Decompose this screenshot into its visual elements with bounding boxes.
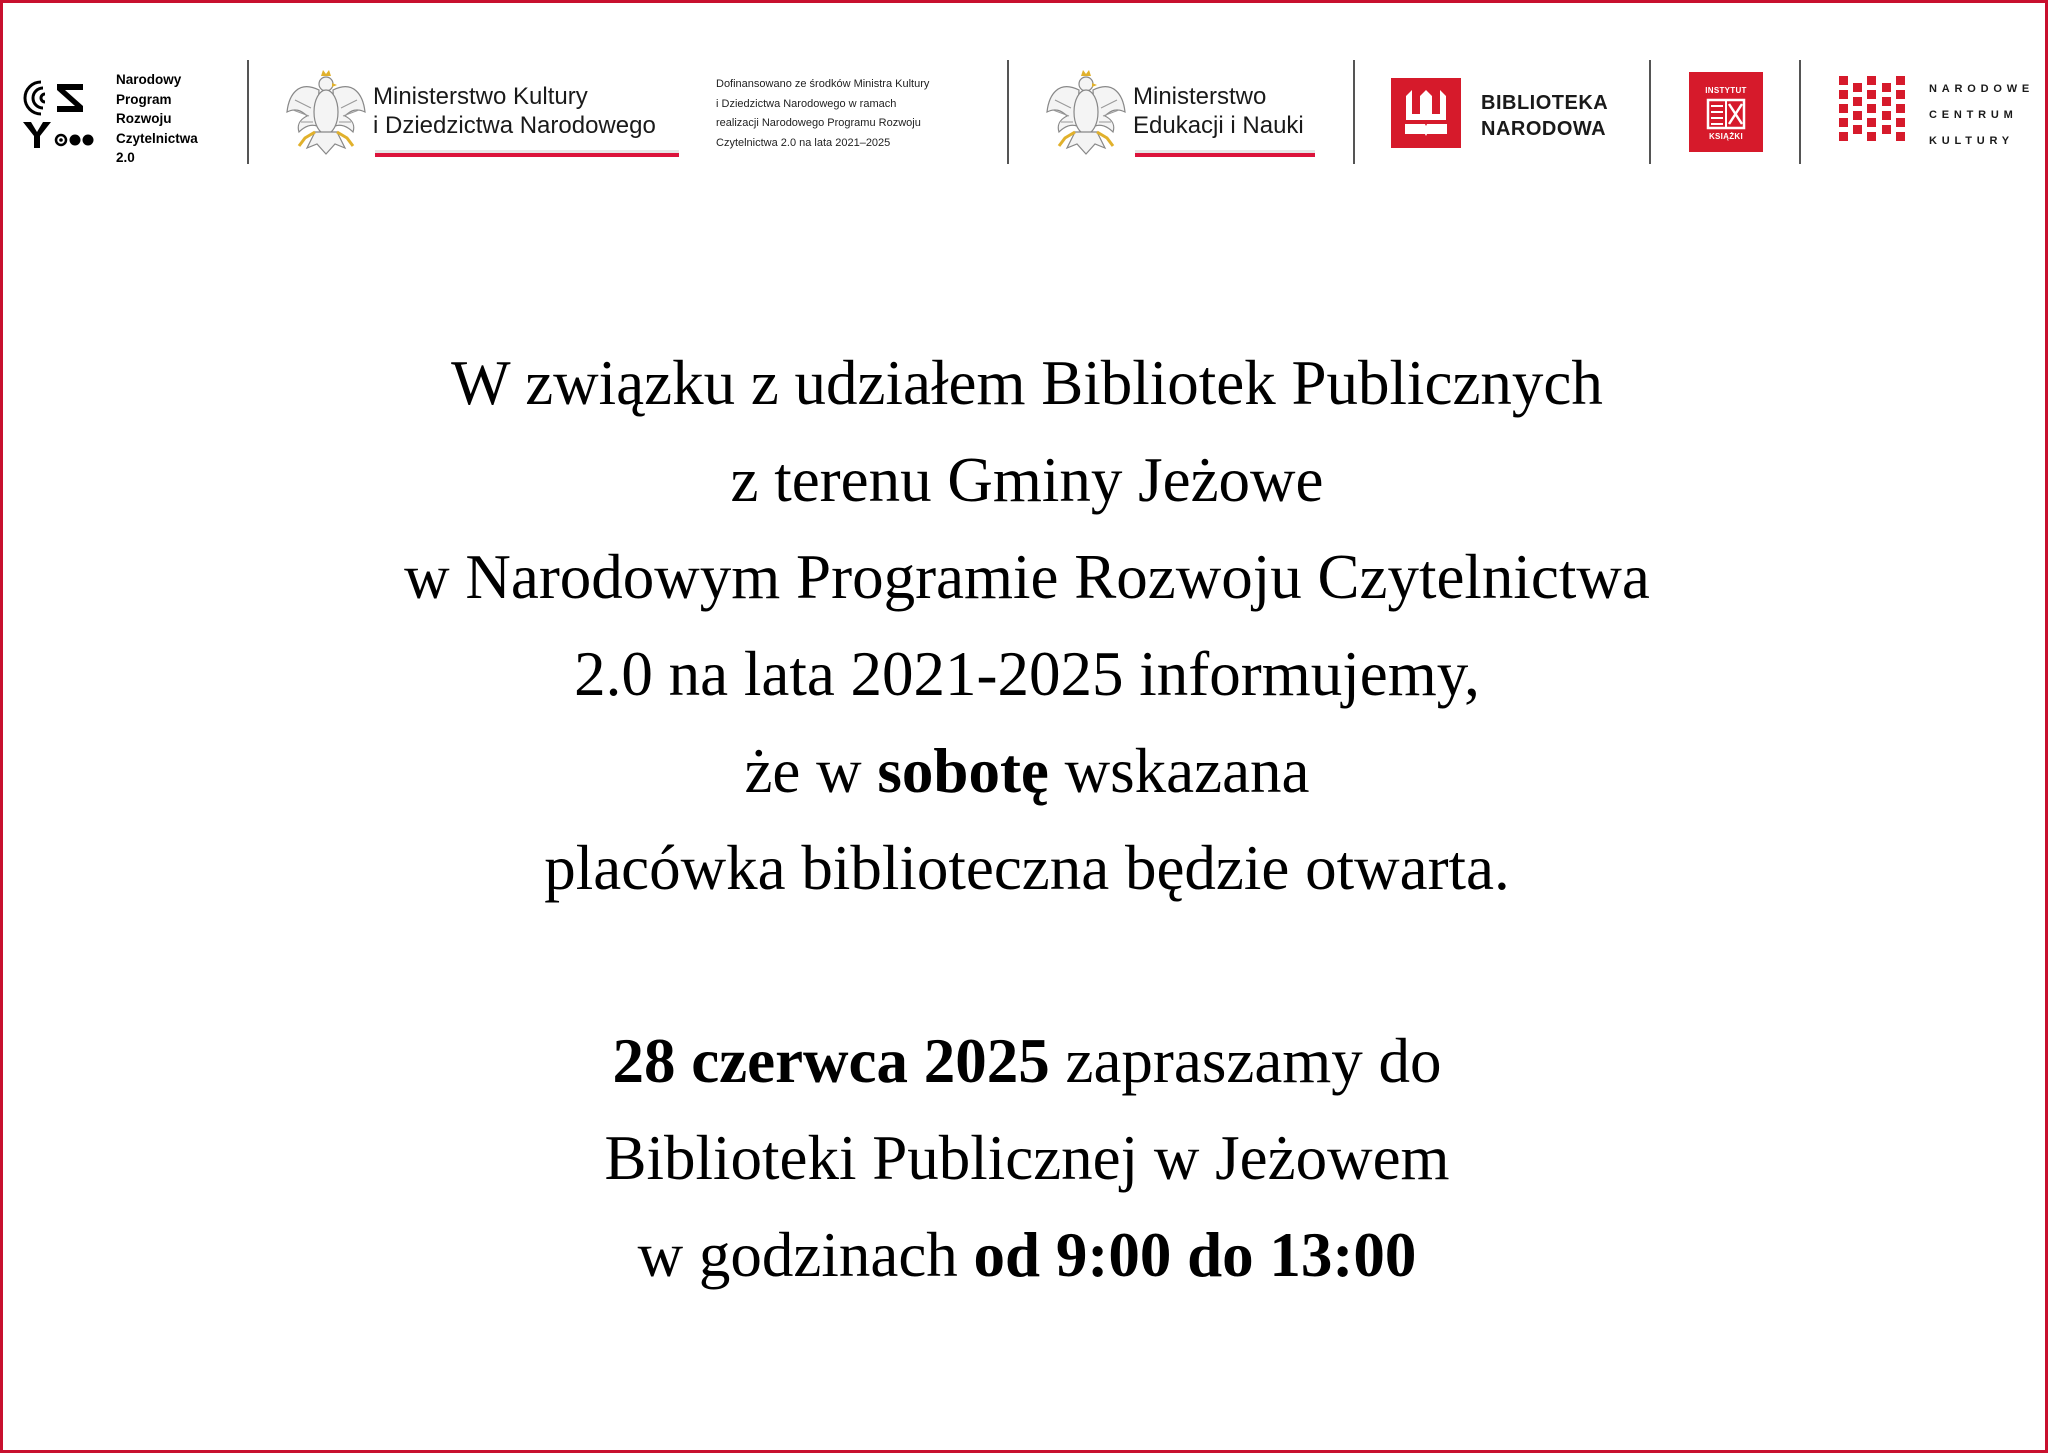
mein-name-line: Edukacji i Nauki bbox=[1133, 112, 1304, 139]
nprcz-name-line: Czytelnictwa bbox=[116, 130, 198, 146]
nck-name-line: CENTRUM bbox=[1929, 109, 2018, 121]
nck-logo bbox=[1839, 76, 2039, 148]
announcement-line: W związku z udziałem Bibliotek Publicznych bbox=[451, 348, 1603, 418]
opening-hours: od 9:00 do 13:00 bbox=[973, 1220, 1417, 1290]
saturday-word: sobotę bbox=[877, 736, 1049, 806]
event-date: 28 czerwca 2025 bbox=[612, 1026, 1050, 1096]
nprcz-name-line: Narodowy bbox=[116, 72, 182, 87]
logo-divider bbox=[247, 60, 249, 164]
nprcz-logo bbox=[21, 70, 251, 170]
nprcz-logo-icon bbox=[21, 76, 95, 148]
biblioteka-narodowa-mark bbox=[1391, 78, 1461, 148]
library-line: Biblioteki Publicznej w Jeżowem bbox=[604, 1123, 1450, 1193]
crown-book-icon bbox=[1391, 78, 1461, 148]
mein-name-line: Ministerstwo bbox=[1133, 83, 1267, 110]
bn-name-line: NARODOWA bbox=[1481, 118, 1607, 140]
announcement-text bbox=[3, 335, 2048, 1304]
announcement-line: placówka biblioteczna będzie otwarta. bbox=[544, 833, 1510, 903]
announcement-line: z terenu Gminy Jeżowe bbox=[730, 445, 1324, 515]
saturday-line-pre: że w bbox=[744, 736, 878, 806]
nck-name bbox=[1929, 76, 2034, 154]
funding-note-line: Czytelnictwa 2.0 na lata 2021–2025 bbox=[716, 136, 891, 149]
mkdn-flag-bar bbox=[375, 150, 679, 156]
biblioteka-narodowa-name bbox=[1481, 90, 1608, 142]
mein-name bbox=[1133, 82, 1304, 140]
bn-name-line: BIBLIOTEKA bbox=[1481, 92, 1609, 114]
mein-flag-bar bbox=[1135, 150, 1315, 156]
instytut-ksiazki-mark bbox=[1689, 72, 1763, 152]
crown-pixel-icon bbox=[1839, 76, 1905, 146]
white-eagle-emblem-icon bbox=[285, 68, 367, 156]
date-line-post: zapraszamy do bbox=[1049, 1026, 1442, 1096]
logo-divider bbox=[1649, 60, 1651, 164]
mkdn-name-line: Ministerstwo Kultury bbox=[373, 83, 588, 110]
funding-note bbox=[716, 75, 929, 153]
announcement-line: 2.0 na lata 2021-2025 informujemy, bbox=[574, 639, 1480, 709]
logo-divider bbox=[1007, 60, 1009, 164]
nprcz-name-line: Program bbox=[116, 91, 172, 107]
biblioteka-narodowa-logo bbox=[1391, 78, 1631, 150]
mein-logo bbox=[1045, 68, 1345, 168]
saturday-line-post: wskazana bbox=[1048, 736, 1310, 806]
ik-label-top: INSTYTUT bbox=[1705, 86, 1747, 95]
nprcz-name-line: 2.0 bbox=[116, 150, 135, 165]
ik-label-bottom: KSIĄŻKI bbox=[1708, 132, 1744, 141]
date-line bbox=[3, 1013, 2048, 1110]
mkdn-name-line: i Dziedzictwa Narodowego bbox=[373, 112, 656, 139]
nck-name-line: KULTURY bbox=[1929, 135, 2014, 147]
funding-note-line: Dofinansowano ze środków Ministra Kultury bbox=[716, 78, 930, 90]
instytut-ksiazki-logo bbox=[1689, 72, 1763, 152]
logo-divider bbox=[1353, 60, 1355, 164]
nprcz-name-line: Rozwoju bbox=[116, 111, 172, 126]
mkdn-logo bbox=[285, 68, 705, 168]
book-cross-icon bbox=[1706, 98, 1746, 130]
funding-note-line: realizacji Narodowego Programu Rozwoju bbox=[716, 117, 921, 129]
white-eagle-emblem-icon bbox=[1045, 68, 1127, 156]
logo-divider bbox=[1799, 60, 1801, 164]
saturday-line bbox=[3, 723, 2048, 820]
announcement-line: w Narodowym Programie Rozwoju Czytelnictwa bbox=[404, 542, 1650, 612]
sponsor-logo-strip bbox=[21, 58, 2033, 173]
hours-line bbox=[3, 1207, 2048, 1304]
nprcz-logo-name bbox=[116, 70, 198, 168]
mkdn-name bbox=[373, 82, 656, 140]
funding-note-line: i Dziedzictwa Narodowego w ramach bbox=[716, 97, 897, 110]
nck-name-line: NARODOWE bbox=[1929, 83, 2035, 95]
hours-line-pre: w godzinach bbox=[637, 1220, 974, 1290]
